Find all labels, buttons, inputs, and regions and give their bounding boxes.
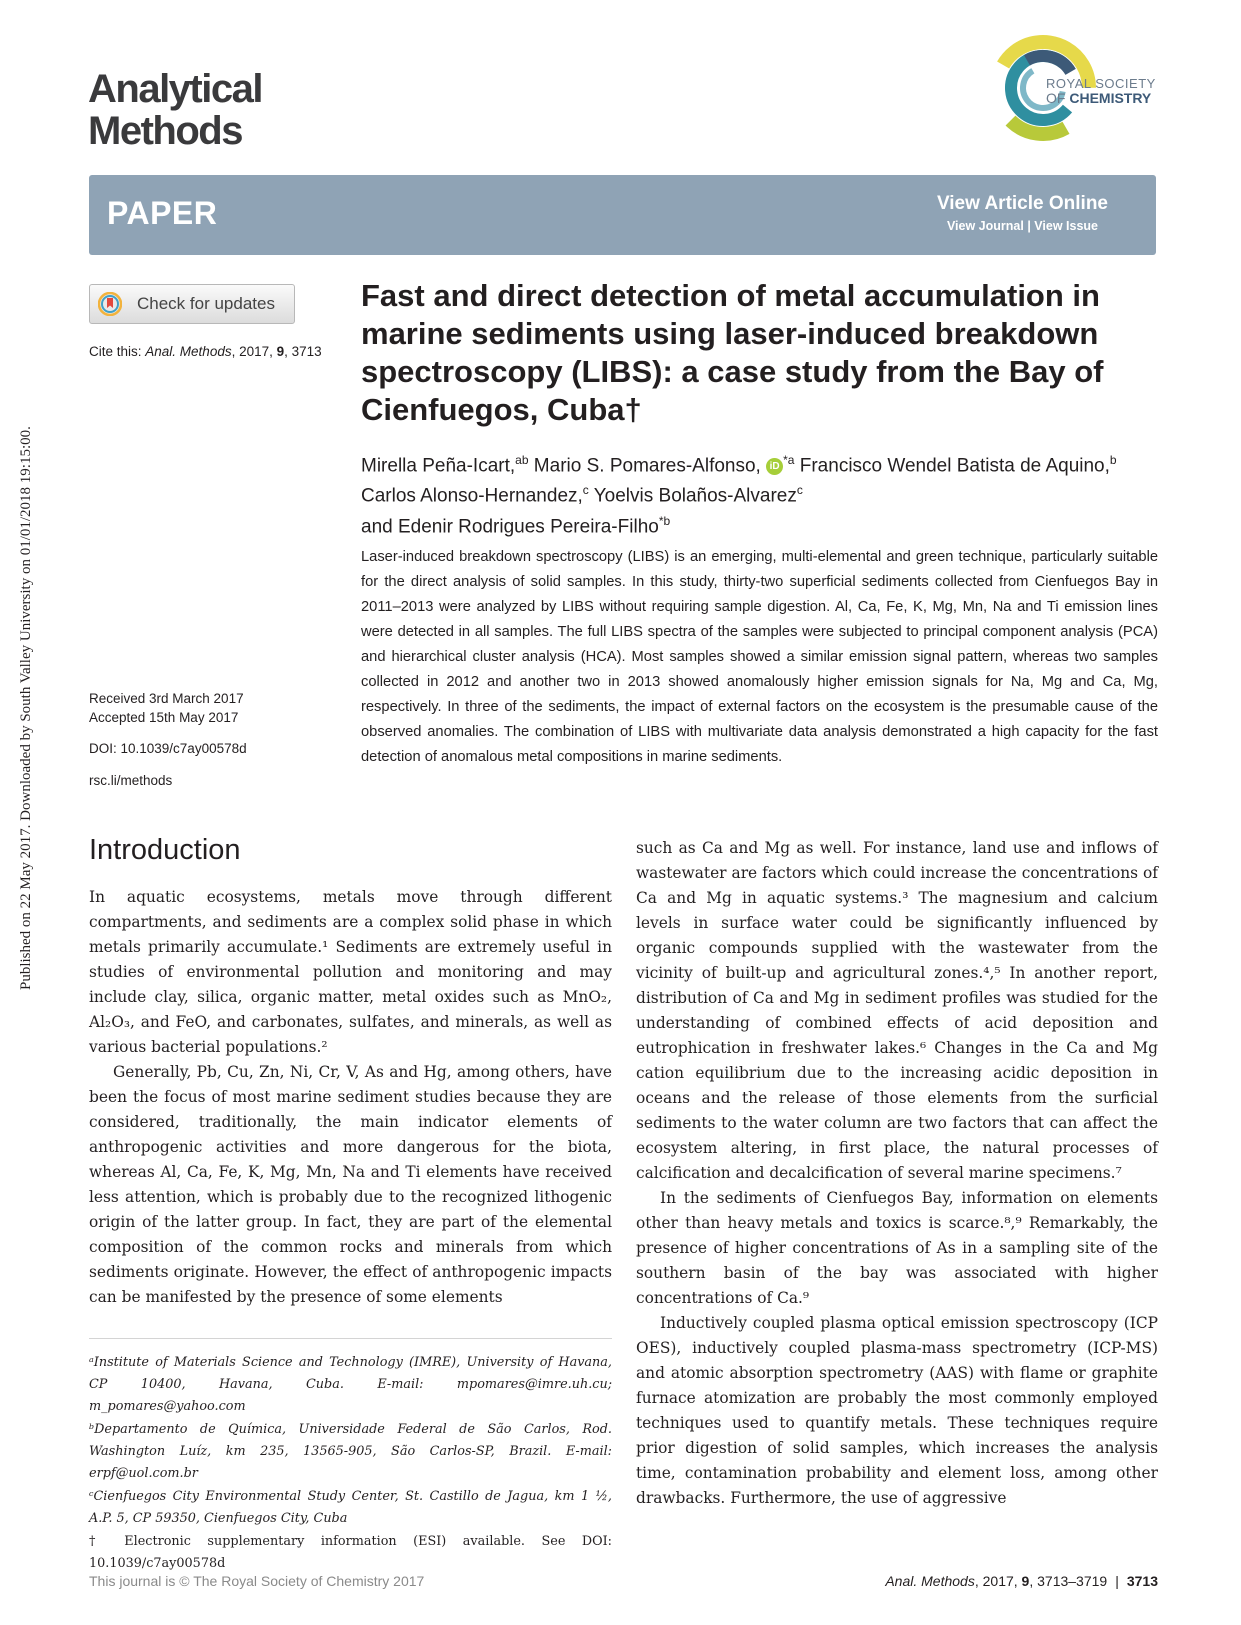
author-4-affil: c xyxy=(582,483,589,498)
publisher-of: OF xyxy=(1046,90,1066,106)
check-updates-icon xyxy=(98,292,122,316)
footnote-affiliation-a: ᵃInstitute of Materials Science and Technology (IMRE), University of Havana, CP 10400, Havana, Cuba. E-mail: mpomares@imre.uh.cu; m_pomares@yahoo.com xyxy=(89,1355,612,1414)
article-type-banner xyxy=(89,175,1156,255)
paragraph: such as Ca and Mg as well. For instance, land use and inflows of wastewater are factors which could increase the concentrations of Ca and Mg in aquatic systems.³ The magnesium and calcium levels in surface water could be significantly influenced by organic compounds supplied with the wastewater from the vicinity of built-up and agricultural zones.⁴,⁵ In another report, distribution of Ca and Mg in sediment profiles was studied for the understanding of combined effects of acid deposition and eutrophication in freshwater lakes.⁶ Changes in the Ca and Mg cation equilibrium due to the increasing acidic deposition in oceans and the release of those elements from the surficial sediments to the water column are two factors that can affect the ecosystem altering, in first place, the natural processes of calcification and decalcification of several marine specimens.⁷ xyxy=(636,839,1158,1182)
footer-year: , 2017, xyxy=(974,1573,1022,1589)
section-heading-introduction: Introduction xyxy=(89,834,241,866)
footer-journal: Anal. Methods xyxy=(885,1573,975,1589)
author-6: and Edenir Rodrigues Pereira-Filho xyxy=(361,515,659,537)
view-journal-link[interactable]: View Journal xyxy=(946,219,1024,233)
view-links-separator: | xyxy=(1027,219,1031,233)
view-issue-link[interactable]: View Issue xyxy=(1034,219,1098,233)
paragraph: Generally, Pb, Cu, Zn, Ni, Cr, V, As and Hg, among others, have been the focus of most marine sediment studies because they are considered, traditionally, the main indicator elements of anthropogenic activities and more dangerous for the biota, whereas Al, Ca, Fe, K, Mg, Mn, Na and Ti elements have received less attention, which is probably due to the recognized lithogenic origin of the latter group. In fact, they are part of the elemental composition of the common rocks and minerals from which sediments originate. However, the effect of anthropogenic impacts can be manifested by the presence of some elements xyxy=(89,1063,612,1306)
download-watermark: Published on 22 May 2017. Downloaded by South Valley University on 01/01/2018 19:15:00. xyxy=(18,426,34,990)
footer-copyright: This journal is © The Royal Society of Chemistry 2017 xyxy=(89,1573,425,1589)
check-for-updates-button[interactable] xyxy=(89,284,295,324)
accepted-date: Accepted 15th May 2017 xyxy=(89,710,239,725)
footnote-affiliation-c: ᶜCienfuegos City Environmental Study Center, St. Castillo de Jagua, km 1 ½, A.P. 5, CP 59350, Cienfuegos City, Cuba xyxy=(89,1489,612,1526)
body-column-left xyxy=(89,885,612,1310)
footnotes xyxy=(89,1352,612,1576)
author-5: Yoelvis Bolaños-Alvarez xyxy=(588,485,797,507)
doi[interactable]: DOI: 10.1039/c7ay00578d xyxy=(89,741,247,756)
cite-year: , 2017, xyxy=(231,344,277,359)
received-date: Received 3rd March 2017 xyxy=(89,691,244,706)
abstract: Laser-induced breakdown spectroscopy (LIBS) is an emerging, multi-elemental and green technique, particularly suitable for the direct analysis of solid samples. In this study, thirty-two superficial sediments collected from Cienfuegos Bay in 2011–2013 were analyzed by LIBS without requiring sample digestion. Al, Ca, Fe, K, Mg, Mn, Na and Ti emission lines were detected in all samples. The full LIBS spectra of the samples were subjected to principal component analysis (PCA) and hierarchical cluster analysis (HCA). Most samples showed a similar emission signal pattern, whereas two samples collected in 2012 and another two in 2013 showed anomalously higher emission signals for Na, Mg and Ca, Mg, respectively. In three of the sediments, the impact of external factors on the ecosystem is the presumable cause of the observed anomalies. The combination of LIBS with multivariate data analysis demonstrated a high capacity for the fast detection of anomalous metal compositions in marine sediments. xyxy=(361,549,1158,765)
author-1: Mirella Peña-Icart, xyxy=(361,455,516,477)
page-number: 3713 xyxy=(1126,1573,1158,1589)
article-title: Fast and direct detection of metal accumulation in marine sediments using laser-induced breakdown spectroscopy (LIBS): a case study from the Bay of Cienfuegos, Cuba† xyxy=(361,278,1104,427)
view-article-online-link[interactable]: View Article Online xyxy=(936,193,1108,214)
author-6-affil: *b xyxy=(658,513,671,528)
journal-logo[interactable] xyxy=(88,68,262,152)
body-column-right xyxy=(636,836,1158,1511)
author-5-affil: c xyxy=(796,483,803,498)
author-3-affil: b xyxy=(1109,453,1117,467)
publisher-name xyxy=(1046,76,1156,106)
view-links xyxy=(947,219,1098,233)
footer-volume: 9 xyxy=(1021,1573,1030,1589)
publisher-chemistry: CHEMISTRY xyxy=(1069,90,1152,106)
journal-short-link[interactable]: rsc.li/methods xyxy=(89,773,173,788)
journal-name-line2: Methods xyxy=(88,109,242,153)
footnote-esi: † Electronic supplementary information (ESI) available. See DOI: 10.1039/c7ay00578d xyxy=(89,1534,612,1571)
cite-page: , 3713 xyxy=(284,344,322,359)
cite-journal: Anal. Methods xyxy=(145,344,232,359)
author-2-affil: *a xyxy=(783,453,795,467)
cite-volume: 9 xyxy=(276,344,285,359)
publisher-line1: ROYAL SOCIETY xyxy=(1046,76,1156,91)
author-2: Mario S. Pomares-Alfonso, xyxy=(528,455,761,477)
orcid-icon[interactable]: iD xyxy=(766,458,783,475)
footer-separator: | xyxy=(1115,1573,1119,1589)
author-list xyxy=(361,448,1161,539)
paragraph: Inductively coupled plasma optical emission spectroscopy (ICP OES), inductively coupled plasma-mass spectrometry (ICP-MS) and atomic absorption spectrometry (AAS) with flame or graphite furnace atomization are probably the most commonly employed techniques used to quantify metals. These techniques require prior digestion of solid samples, which increases the analysis time, contamination probability and element loss, among other drawbacks. Furthermore, the use of aggressive xyxy=(636,1314,1158,1507)
paragraph: In the sediments of Cienfuegos Bay, information on elements other than heavy metals and toxics is scarce.⁸,⁹ Remarkably, the presence of higher concentrations of As in a sampling site of the southern basin of the bay was associated with higher concentrations of Ca.⁹ xyxy=(636,1189,1158,1307)
author-1-affil: ab xyxy=(515,453,529,467)
cite-prefix: Cite this: xyxy=(89,344,146,359)
paragraph: In aquatic ecosystems, metals move through different compartments, and sediments are a complex solid phase in which metals primarily accumulate.¹ Sediments are extremely useful in studies of environmental pollution and monitoring and may include clay, silica, organic matter, metal oxides such as MnO₂, Al₂O₃, and FeO, and carbonates, sulfates, and minerals, as well as various bacterial populations.² xyxy=(89,888,612,1056)
author-3: Francisco Wendel Batista de Aquino, xyxy=(794,455,1110,477)
citation xyxy=(89,344,322,359)
article-dates xyxy=(89,689,244,727)
footer-pages: , 3713–3719 xyxy=(1029,1573,1108,1589)
author-4: Carlos Alonso-Hernandez, xyxy=(361,485,583,507)
article-type-label: PAPER xyxy=(107,195,218,231)
footnote-divider xyxy=(89,1338,612,1339)
check-for-updates-label: Check for updates xyxy=(137,294,275,313)
footnote-affiliation-b: ᵇDepartamento de Química, Universidade Federal de São Carlos, Rod. Washington Luíz, km 235, 13565-905, São Carlos-SP, Brazil. E-mail: erpf@uol.com.br xyxy=(89,1422,612,1481)
footer-citation xyxy=(885,1573,1158,1589)
journal-name-line1: Analytical xyxy=(88,67,262,111)
